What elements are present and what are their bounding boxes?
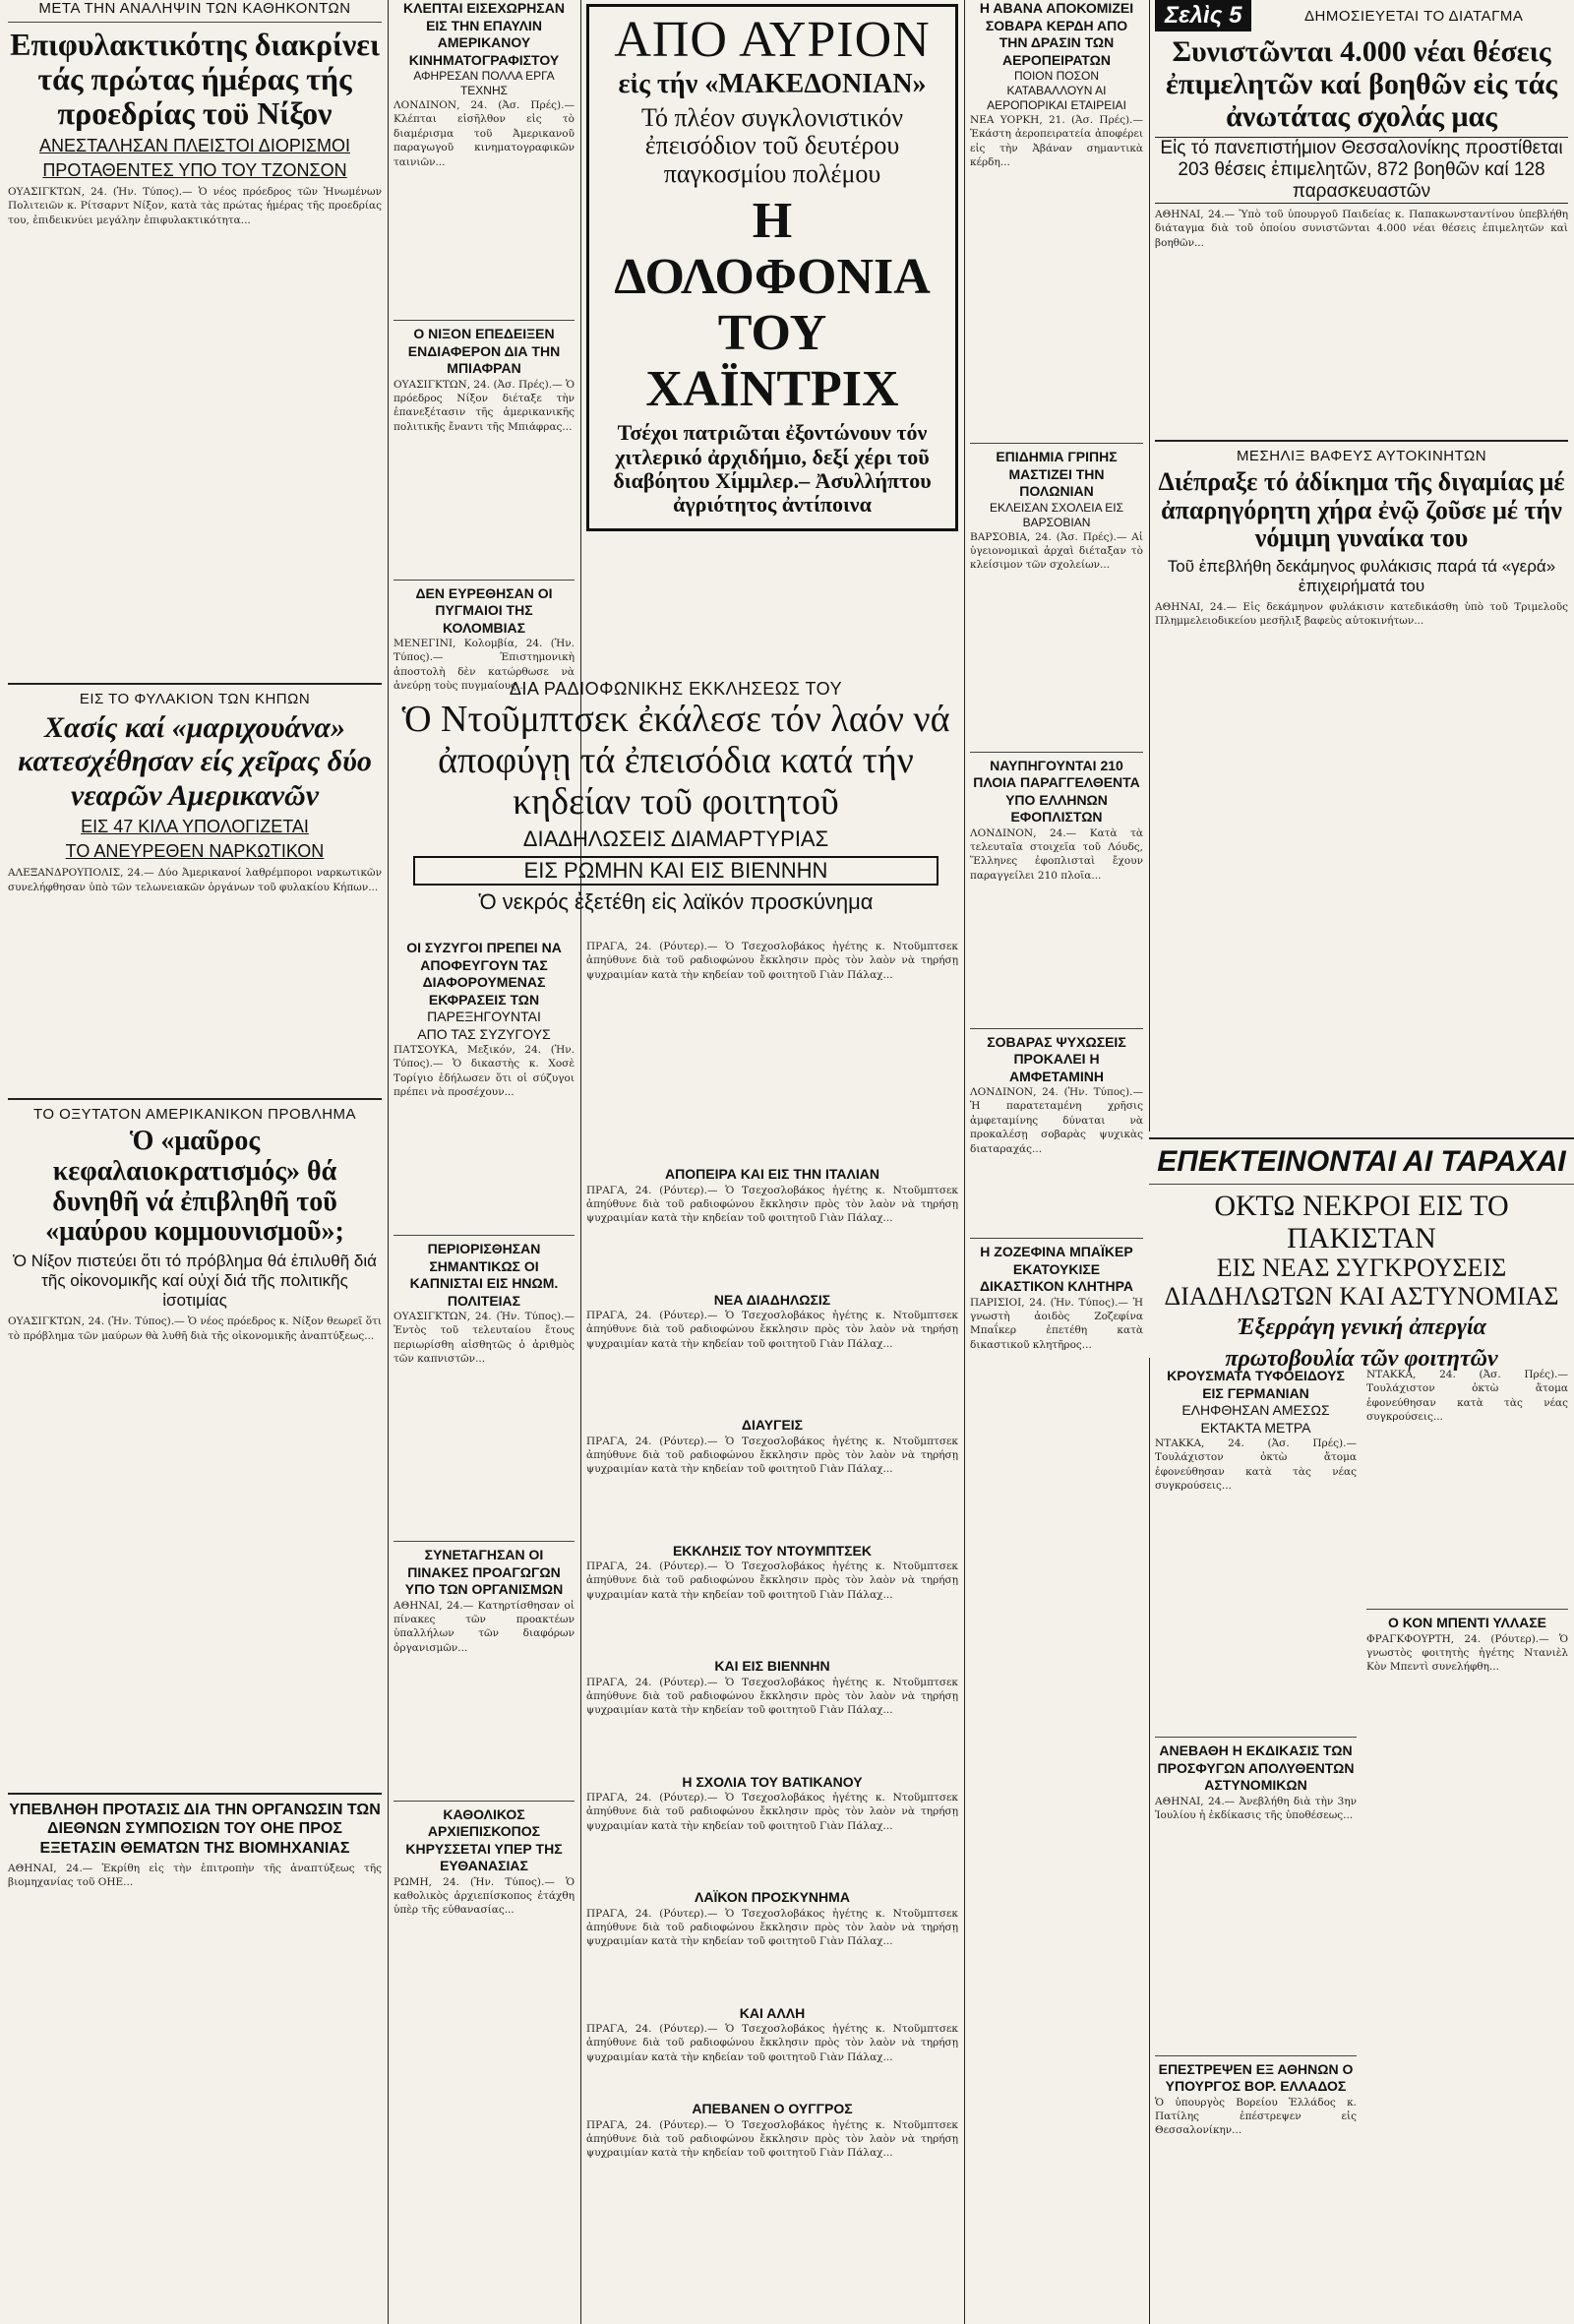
kicker: ΜΕΤΑ ΤΗΝ ΑΝΑΛΗΨΙΝ ΤΩΝ ΚΑΘΗΚΟΝΤΩΝ (38, 0, 351, 17)
subhead: ΑΦΗΡΕΣΑΝ ΠΟΛΛΑ ΕΡΓΑ ΤΕΧΝΗΣ (413, 69, 555, 97)
headline-bigamy: Διέπραξε τό ἀδίκημα τῆς διγαμίας μέ ἀπαρηγόρητη χήρα ἐνῷ ζοῦσε μέ τήν νόμιμη γυναίκα του (1158, 467, 1565, 553)
article-body: ΦΡΑΓΚΦΟΥΡΤΗ, 24. (Ρόυτερ).— Ὁ γνωστὸς φοιτητὴς ἡγέτης Ντανιὲλ Κὸν Μπεντὶ συνελήφθη... (1366, 1632, 1568, 1674)
announcement-desc: Τό πλέον συγκλονιστικόν ἐπεισόδιον τοῦ δευτέρου παγκοσμίου πολέμου (640, 102, 904, 188)
column-rule (964, 0, 965, 2324)
article-body: ΠΡΑΓΑ, 24. (Ρόυτερ).— Ὁ Τσεχοσλοβάκος ἡγέτης κ. Ντοῦμπτσεκ ἀπηύθυνε διὰ τοῦ ραδιοφώνου ἔκκλησιν πρὸς τὸν λαὸν νὰ τηρήσῃ ψυχραιμίαν κατὰ τὴν κηδείαν τοῦ φοιτητοῦ Γιὰν Πάλαχ... (586, 1184, 958, 1225)
subhead: ΕΛΗΦΘΗΣΑΝ ΑΜΕΣΩΣ (1181, 1402, 1330, 1418)
section-head: ΚΑΙ ΕΙΣ ΒΙΕΝΝΗΝ (714, 1658, 830, 1674)
section-head: ΑΠΕΒΑΝΕΝ Ο ΟΥΓΓΡΟΣ (692, 2101, 853, 2116)
headline-hashish: Χασίς καί «μαριχουάνα» κατεσχέθησαν είς χεῖρας δύο νεαρῶν Αμερικανῶν (18, 710, 372, 812)
banner-sub-2: πρωτοβουλία τῶν φοιτητῶν (1225, 1345, 1498, 1372)
column-2-lower (394, 940, 575, 2324)
article-body: ΠΡΑΓΑ, 24. (Ρόυτερ).— Ὁ Τσεχοσλοβάκος ἡγέτης κ. Ντοῦμπτσεκ ἀπηύθυνε διὰ τοῦ ραδιοφώνου ἔκκλησιν πρὸς τὸν λαὸν νὰ τηρήσῃ ψυχραιμίαν κατὰ τὴν κηδείαν τοῦ φοιτητοῦ Γιὰν Πάλαχ... (586, 2023, 958, 2063)
headline-university-posts: Συνιστῶνται 4.000 νέαι θέσεις ἐπιμελητῶν καί βοηθῶν εἰς τάς ἀνωτάτας σχολάς μας (1166, 35, 1557, 133)
article-body: ΟΥΑΣΙΓΚΤΩΝ, 24. (Ἡν. Τύπος).— Ὁ νέος πρόεδρος τῶν Ἡνωμένων Πολιτειῶν κ. Ρίτσαρντ Νίξον, κατὰ τὰς πρώτας ἡμέρας τῆς προεδρίας του, ἐπιδεικνύει μεγάλην ἐπιφυλακτικότητα... (8, 185, 382, 226)
banner-kicker: ΕΠΕΚΤΕΙΝΟΝΤΑΙ ΑΙ ΤΑΡΑΧΑΙ (1157, 1145, 1566, 1178)
headline-biafra: Ο ΝΙΞΟΝ ΕΠΕΔΕΙΞΕΝ ΕΝΔΙΑΦΕΡΟΝ ΔΙΑ ΤΗΝ ΜΠΙΑΦΡΑΝ (407, 326, 561, 376)
section-head: ΛΑΪΚΟΝ ΠΡΟΣΚΥΝΗΜΑ (695, 1889, 850, 1905)
serial-announcement (586, 4, 958, 531)
page-header (1155, 0, 1568, 31)
subhead: ΕΙΣ ΡΩΜΗΝ ΚΑΙ ΕΙΣ ΒΙΕΝΝΗΝ (413, 856, 938, 886)
article-body: ΡΩΜΗ, 24. (Ἡν. Τύπος).— Ὁ καθολικὸς ἀρχιεπίσκοπος ἐτάχθη ὑπὲρ τῆς εὐθανασίας... (394, 1875, 575, 1917)
kicker: ΔΗΜΟΣΙΕΥΕΤΑΙ ΤΟ ΔΙΑΤΑΓΜΑ (1304, 7, 1524, 25)
headline-police-trial: ΑΝΕΒΑΘΗ Η ΕΚΔΙΚΑΣΙΣ ΤΩΝ ΠΡΟΣΦΥΓΩΝ ΑΠΟΛΥΘΕΝΤΩΝ ΑΣΤΥΝΟΜΙΚΩΝ (1157, 1743, 1355, 1793)
article-body: ΑΘΗΝΑΙ, 24.— Ὑπὸ τοῦ ὑπουργοῦ Παιδείας κ. Παπακωνσταντίνου ὑπεβλήθη διάταγμα διὰ τοῦ ὁποίου συνιστῶνται 4.000 νέαι θέσεις ἐπιμελητῶν καὶ βοηθῶν... (1155, 209, 1568, 249)
headline-dubcek: Ὁ Ντοῦμπτσεκ ἐκάλεσε τόν λαόν νά ἀποφύγῃ τά ἐπεισόδια κατά τήν κηδείαν τοῦ φοιτητοῦ (401, 699, 950, 823)
headline-havana: Η ΑΒΑΝΑ ΑΠΟΚΟΜΙΖΕΙ ΣΟΒΑΡΑ ΚΕΡΔΗ ΑΠΟ ΤΗΝ ΔΡΑΣΙΝ ΤΩΝ ΑΕΡΟΠΕΙΡΑΤΩΝ (979, 0, 1134, 68)
banner-headline-2: ΕΙΣ ΝΕΑΣ ΣΥΓΚΡΟΥΣΕΙΣ ΔΙΑΔΗΛΩΤΩΝ ΚΑΙ ΑΣΤΥΝΟΜΙΑΣ (1164, 1254, 1559, 1311)
headline-flu: ΕΠΙΔΗΜΙΑ ΓΡΙΠΗΣ ΜΑΣΤΙΖΕΙ ΤΗΝ ΠΟΛΩΝΙΑΝ (996, 449, 1118, 499)
article-body: ΑΘΗΝΑΙ, 24.— Ἐκρίθη εἰς τὴν ἐπιτροπὴν τῆς ἀναπτύξεως τῆς βιομηχανίας τοῦ ΟΗΕ... (8, 1862, 382, 1889)
section-head: ΑΠΟΠΕΙΡΑ ΚΑΙ ΕΙΣ ΤΗΝ ΙΤΑΛΙΑΝ (665, 1166, 879, 1182)
headline-spouses: ΟΙ ΣΥΖΥΓΟΙ ΠΡΕΠΕΙ ΝΑ ΑΠΟΦΕΥΓΟΥΝ ΤΑΣ ΔΙΑΦΟΡΟΥΜΕΝΑΣ ΕΚΦΡΑΣΕΙΣ ΤΩΝ (406, 940, 562, 1008)
article-body: ΠΡΑΓΑ, 24. (Ρόυτερ).— Ὁ Τσεχοσλοβάκος ἡγέτης κ. Ντοῦμπτσεκ ἀπηύθυνε διὰ τοῦ ραδιοφώνου ἔκκλησιν πρὸς τὸν λαὸν νὰ τηρήσῃ ψυχραιμίαν κατὰ τὴν κηδείαν τοῦ φοιτητοῦ Γιὰν Πάλαχ... (586, 2118, 958, 2160)
article-body: ΠΡΑΓΑ, 24. (Ρόυτερ).— Ὁ Τσεχοσλοβάκος ἡγέτης κ. Ντοῦμπτσεκ ἀπηύθυνε διὰ τοῦ ραδιοφώνου ἔκκλησιν πρὸς τὸν λαὸν νὰ τηρήσῃ ψυχραιμίαν κατὰ τὴν κηδείαν τοῦ φοιτητοῦ Γιὰν Πάλαχ... (586, 1560, 958, 1601)
headline-euthanasia: ΚΑΘΟΛΙΚΟΣ ΑΡΧΙΕΠΙΣΚΟΠΟΣ ΚΗΡΥΣΣΕΤΑΙ ΥΠΕΡ ΤΗΣ ΕΥΘΑΝΑΣΙΑΣ (405, 1805, 563, 1873)
article-body: ΝΤΑΚΚΑ, 24. (Ἀσ. Πρές).— Τουλάχιστον ὀκτὼ ἄτομα ἐφονεύθησαν κατὰ τὰς νέας συγκρούσεις... (1366, 1369, 1568, 1424)
headline-thieves: ΚΛΕΠΤΑΙ ΕΙΣΕΧΩΡΗΣΑΝ ΕΙΣ ΤΗΝ ΕΠΑΥΛΙΝ ΑΜΕΡΙΚΑΝΟΥ ΚΙΝΗΜΑΤΟΓΡΑΦΙΣΤΟΥ (403, 0, 565, 68)
kicker: ΕΙΣ ΤΟ ΦΥΛΑΚΙΟΝ ΤΩΝ ΚΗΠΩΝ (79, 690, 311, 707)
section-head: Η ΣΧΟΛΙΑ ΤΟΥ ΒΑΤΙΚΑΝΟΥ (682, 1773, 863, 1790)
headline-typhoid: ΚΡΟΥΣΜΑΤΑ ΤΥΦΟΕΙΔΟΥΣ ΕΙΣ ΓΕΡΜΑΝΙΑΝ (1167, 1368, 1345, 1401)
kicker: ΤΟ ΟΞΥΤΑΤΟΝ ΑΜΕΡΙΚΑΝΙΚΟΝ ΠΡΟΒΛΗΜΑ (32, 1106, 357, 1124)
subhead: ΠΑΡΕΞΗΓΟΥΝΤΑΙ (427, 1009, 541, 1024)
column-rule (580, 0, 581, 2324)
subhead: Ὁ Νίξον πιστεύει ὅτι τό πρόβλημα θά ἐπιλυθῆ διά τῆς οἰκονομικῆς καί οὐχί διά τῆς πολιτικῆς ἰσοτιμίας (12, 1252, 377, 1311)
column-3-lower (586, 940, 958, 2324)
headline-baker: Η ΖΟΖΕΦΙΝΑ ΜΠΑΪΚΕΡ ΕΚΑΤΟΥΚΙΣΕ ΔΙΚΑΣΤΙΚΟΝ ΚΛΗΤΗΡΑ (979, 1244, 1133, 1294)
section-head: ΚΑΙ ΑΛΛΗ (739, 2004, 806, 2021)
section-head: ΝΕΑ ΔΙΑΔΗΛΩΣΙΣ (713, 1291, 831, 1308)
headline-amphetamine: ΣΟΒΑΡΑΣ ΨΥΧΩΣΕΙΣ ΠΡΟΚΑΛΕΙ Η ΑΜΦΕΤΑΜΙΝΗ (987, 1033, 1126, 1084)
announcement-summary: Τσέχοι πατριῶται ἐξοντώνουν τόν χιτλερικό ἀρχιδήμιο, δεξί χέρι τοῦ διαβόητου Χίμμλερ.– Ἀσυλλήπτου ἀγριότητος ἀντίποινα (613, 420, 932, 517)
kicker: ΔΙΑ ΡΑΔΙΟΦΩΝΙΚΗΣ ΕΚΚΛΗΣΕΩΣ ΤΟΥ (509, 679, 843, 699)
article-body: ΜΕΝΕΓΙΝΙ, Κολομβία, 24. (Ἡν. Τύπος).— Ἐπιστημονικὴ ἀποστολὴ δὲν κατώρθωσε νὰ ἀνεύρῃ τοὺς πυγμαίους... (394, 638, 575, 693)
pakistan-banner (1149, 1131, 1574, 1372)
promo-column (586, 0, 958, 669)
article-body: ΝΤΑΚΚΑ, 24. (Ἀσ. Πρές).— Τουλάχιστον ὀκτὼ ἄτομα ἐφονεύθησαν κατὰ τὰς νέας συγκρούσεις... (1155, 1437, 1357, 1493)
headline-un-symposia: ΥΠΕΒΛΗΘΗ ΠΡΟΤΑΣΙΣ ΔΙΑ ΤΗΝ ΟΡΓΑΝΩΣΙΝ ΤΩΝ ΔΙΕΘΝΩΝ ΣΥΜΠΟΣΙΩΝ ΤΟΥ ΟΗΕ ΠΡΟΣ ΕΞΕΤΑΣΙΝ ΘΕΜΑΤΩΝ ΤΗΣ ΒΙΟΜΗΧΑΝΙΑΣ (9, 1802, 381, 1857)
article-body: ΠΡΑΓΑ, 24. (Ρόυτερ).— Ὁ Τσεχοσλοβάκος ἡγέτης κ. Ντοῦμπτσεκ ἀπηύθυνε διὰ τοῦ ραδιοφώνου ἔκκλησιν πρὸς τὸν λαὸν νὰ τηρήσῃ ψυχραιμίαν κατὰ τὴν κηδείαν τοῦ φοιτητοῦ Γιὰν Πάλαχ... (586, 941, 958, 981)
article-body: ΑΛΕΞΑΝΔΡΟΥΠΟΛΙΣ, 24.— Δύο Ἀμερικανοί λαθρέμποροι ναρκωτικῶν συνελήφθησαν ὑπὸ τῶν τελωνειακῶν ὀργάνων τοῦ φυλακίου Κήπων... (8, 867, 382, 893)
article-body: ΟΥΑΣΙΓΚΤΩΝ, 24. (Ἡν. Τύπος).— Ὁ νέος πρόεδρος κ. Νίξον θεωρεῖ ὅτι τὸ πρόβλημα τῶν μαύρων θὰ λυθῆ διὰ τῆς οἰκονομικῆς ἀναπτύξεως... (8, 1315, 382, 1342)
subhead: ΤΟ ΑΝΕΥΡΕΘΕΝ ΝΑΡΚΩΤΙΚΟΝ (65, 841, 325, 862)
column-rule (388, 0, 389, 2324)
article-body: ΠΑΤΣΟΥΚΑ, Μεξικόν, 24. (Ἡν. Τύπος).— Ὁ δικαστὴς κ. Χοσὲ Τορίγιο ἐδήλωσεν ὅτι οἱ σύζυγοι πρέπει νὰ προσέχουν... (394, 1044, 575, 1099)
article-body: ΝΕΑ ΥΟΡΚΗ, 21. (Ἀσ. Πρές).— Ἐκάστη ἀεροπειρατεία ἀποφέρει εἰς τὴν Ἀβάναν σημαντικὰ κέρδη... (970, 114, 1143, 169)
article-body: ΑΘΗΝΑΙ, 24.— Εἰς δεκάμηνον φυλάκισιν κατεδικάσθη ὑπὸ τοῦ Τριμελοῦς Πλημμελειοδικείου μεσῆλιξ βαφεὺς αὐτοκινήτων... (1155, 600, 1568, 628)
headline-ships: ΝΑΥΠΗΓΟΥΝΤΑΙ 210 ΠΛΟΙΑ ΠΑΡΑΓΓΕΛΘΕΝΤΑ ΥΠΟ ΕΛΛΗΝΩΝ ΕΦΟΠΛΙΣΤΩΝ (973, 757, 1140, 825)
column-1 (8, 0, 382, 2324)
headline-smokers: ΠΕΡΙΟΡΙΣΘΗΣΑΝ ΣΗΜΑΝΤΙΚΩΣ ΟΙ ΚΑΠΝΙΣΤΑΙ ΕΙΣ ΗΝΩΜ. ΠΟΛΙΤΕΙΑΣ (409, 1241, 559, 1309)
subhead: ΔΙΑΔΗΛΩΣΕΙΣ ΔΙΑΜΑΡΤΥΡΙΑΣ (522, 826, 829, 852)
announcement-title: ΑΠΟ ΑΥΡΙΟΝ (614, 12, 931, 68)
article-body: ΛΟΝΔΙΝΟΝ, 24. (Ἀσ. Πρές).— Κλέπται εἰσῆλθον εἰς τὸ διαμέρισμα τοῦ Ἀμερικανοῦ παραγωγοῦ κινηματογραφικῶν ταινιῶν... (394, 99, 575, 168)
headline-black-capitalism: Ὁ «μαῦρος κεφαλαιοκρατισμός» θά δυνηθῆ νά ἐπιβληθῆ τοῦ «μαύρου κομμουνισμοῦ»; (45, 1126, 344, 1248)
column-5-lower (1155, 1368, 1568, 2324)
page-number-seal: Σελὶς 5 (1155, 0, 1251, 31)
article-body: ΠΡΑΓΑ, 24. (Ρόυτερ).— Ὁ Τσεχοσλοβάκος ἡγέτης κ. Ντοῦμπτσεκ ἀπηύθυνε διὰ τοῦ ραδιοφώνου ἔκκλησιν πρὸς τὸν λαὸν νὰ τηρήσῃ ψυχραιμίαν κατὰ τὴν κηδείαν τοῦ φοιτητοῦ Γιὰν Πάλαχ... (586, 1676, 958, 1717)
headline-promotions: ΣΥΝΕΤΑΓΗΣΑΝ ΟΙ ΠΙΝΑΚΕΣ ΠΡΟΑΓΩΓΩΝ ΥΠΟ ΤΩΝ ΟΡΓΑΝΙΣΜΩΝ (404, 1547, 564, 1597)
article-body: Ὁ ὑπουργὸς Βορείου Ἑλλάδος κ. Πατίλης ἐπέστρεψεν εἰς Θεσσαλονίκην... (1155, 2096, 1357, 2137)
subhead: Εἰς τό πανεπιστήμιον Θεσσαλονίκης προστίθεται 203 θέσεις ἐπιμελητῶν, 872 βοηθῶν καί 128 παρασκευαστῶν (1155, 137, 1568, 204)
subhead: ΕΚΤΑΚΤΑ ΜΕΤΡΑ (1200, 1419, 1311, 1436)
article-body: ΑΘΗΝΑΙ, 24.— Κατηρτίσθησαν οἱ πίνακες τῶν προακτέων ὑπαλλήλων τῶν διαφόρων ὀργανισμῶν... (394, 1599, 575, 1654)
article-body: ΛΟΝΔΙΝΟΝ, 24. (Ἡν. Τύπος).— Ἡ παρατεταμένη χρῆσις ἀμφεταμίνης δύναται νὰ προκαλέσῃ σοβαρὰς ψυχικὰς διαταραχάς... (970, 1086, 1143, 1155)
subhead: ΠΟΙΟΝ ΠΟΣΟΝ ΚΑΤΑΒΑΛΛΟΥΝ ΑΙ ΑΕΡΟΠΟΡΙΚΑΙ ΕΤΑΙΡΕΙΑΙ (987, 69, 1126, 112)
article-body: ΟΥΑΣΙΓΚΤΩΝ, 24. (Ἀσ. Πρές).— Ὁ πρόεδρος Νίξον διέταξε τὴν ἐπανεξέτασιν τῆς ἀμερικανικῆς πολιτικῆς ἔναντι τῆς Μπιάφρας... (394, 378, 575, 433)
headline-pygmies: ΔΕΝ ΕΥΡΕΘΗΣΑΝ ΟΙ ΠΥΓΜΑΙΟΙ ΤΗΣ ΚΟΛΟΜΒΙΑΣ (415, 584, 553, 636)
banner-headline: ΟΚΤΩ ΝΕΚΡΟΙ ΕΙΣ ΤΟ ΠΑΚΙΣΤΑΝ (1214, 1190, 1509, 1254)
article-body: ΑΘΗΝΑΙ, 24.— Ἀνεβλήθη διὰ τὴν 3ην Ἰουλίου ἡ ἐκδίκασις τῆς ὑποθέσεως... (1155, 1795, 1357, 1821)
subhead: Ὁ νεκρός ἐξετέθη εἰς λαϊκόν προσκύνημα (478, 889, 874, 915)
article-body: ΠΡΑΓΑ, 24. (Ρόυτερ).— Ὁ Τσεχοσλοβάκος ἡγέτης κ. Ντοῦμπτσεκ ἀπηύθυνε διὰ τοῦ ραδιοφώνου ἔκκλησιν πρὸς τὸν λαὸν νὰ τηρήσῃ ψυχραιμίαν κατὰ τὴν κηδείαν τοῦ φοιτητοῦ Γιὰν Πάλαχ... (586, 1435, 958, 1476)
article-body: ΛΟΝΔΙΝΟΝ, 24.— Κατὰ τὰ τελευταῖα στοιχεῖα τοῦ Λόυδς, Ἕλληνες ἐφοπλισταὶ ἔχουν παραγγείλει 210 πλοῖα... (970, 826, 1143, 882)
headline-cohn-bendit: Ο ΚΟΝ ΜΠΕΝΤΙ ΥΛΛΑΣΕ (1387, 1615, 1547, 1630)
subhead: ΑΠΟ ΤΑΣ ΣΥΖΥΓΟΥΣ (417, 1025, 551, 1042)
section-head: ΔΙΑΥΓΕΙΣ (741, 1417, 804, 1433)
article-body: ΒΑΡΣΟΒΙΑ, 24. (Ἀσ. Πρές).— Αἱ ὑγειονομικαὶ ἀρχαὶ διέταξαν τὸ κλείσιμον τῶν σχολείων... (970, 530, 1143, 572)
subhead: ΠΡΟΤΑΘΕΝΤΕΣ ΥΠΟ ΤΟΥ ΤΖΟΝΣΟΝ (42, 159, 347, 180)
column-4 (970, 0, 1143, 2324)
announcement-newspaper: εἰς τήν «ΜΑΚΕΔΟΝΙΑΝ» (618, 69, 927, 99)
subhead: ΕΙΣ 47 ΚΙΛΑ ΥΠΟΛΟΓΙΖΕΤΑΙ (81, 817, 309, 837)
subhead: ΕΚΛΕΙΣΑΝ ΣΧΟΛΕΙΑ ΕΙΣ ΒΑΡΣΟΒΙΑΝ (989, 500, 1124, 529)
article-body: ΠΡΑΓΑ, 24. (Ρόυτερ).— Ὁ Τσεχοσλοβάκος ἡγέτης κ. Ντοῦμπτσεκ ἀπηύθυνε διὰ τοῦ ραδιοφώνου ἔκκλησιν πρὸς τὸν λαὸν νὰ τηρήσῃ ψυχραιμίαν κατὰ τὴν κηδείαν τοῦ φοιτητοῦ Γιὰν Πάλαχ... (586, 1907, 958, 1948)
article-body: ΟΥΑΣΙΓΚΤΩΝ, 24. (Ἡν. Τύπος).— Ἐντὸς τοῦ τελευταίου ἔτους περιωρίσθη αἰσθητῶς ὁ ἀριθμὸς τῶν καπνιστῶν... (394, 1311, 575, 1366)
headline-minister-return: ΕΠΕΣΤΡΕΨΕΝ ΕΞ ΑΘΗΝΩΝ Ο ΥΠΟΥΡΓΟΣ ΒΟΡ. ΕΛΛΑΔΟΣ (1158, 2060, 1354, 2094)
subhead: Τοῦ ἐπεβλήθη δεκάμηνος φυλάκισις παρά τά «γερά» ἐπιχειρήματά του (1167, 556, 1556, 595)
article-body: ΠΡΑΓΑ, 24. (Ρόυτερ).— Ὁ Τσεχοσλοβάκος ἡγέτης κ. Ντοῦμπτσεκ ἀπηύθυνε διὰ τοῦ ραδιοφώνου ἔκκλησιν πρὸς τὸν λαὸν νὰ τηρήσῃ ψυχραιμίαν κατὰ τὴν κηδείαν τοῦ φοιτητοῦ Γιὰν Πάλαχ... (586, 1792, 958, 1832)
main-story-head (394, 679, 958, 935)
banner-sub: Ἐξερράγη γενική ἀπεργία (1237, 1315, 1486, 1341)
kicker: ΜΕΣΗΛΙΞ ΒΑΦΕΥΣ ΑΥΤΟΚΙΝΗΤΩΝ (1236, 448, 1487, 464)
article-body: ΠΡΑΓΑ, 24. (Ρόυτερ).— Ὁ Τσεχοσλοβάκος ἡγέτης κ. Ντοῦμπτσεκ ἀπηύθυνε διὰ τοῦ ραδιοφώνου ἔκκλησιν πρὸς τὸν λαὸν νὰ τηρήσῃ ψυχραιμίαν κατὰ τὴν κηδείαν τοῦ φοιτητοῦ Γιὰν Πάλαχ... (586, 1310, 958, 1350)
announcement-serial-title: Η ΔΟΛΟΦΟΝΙΑ ΤΟΥ ΧΑΪΝΤΡΙΧ (614, 192, 931, 418)
section-head: ΕΚΚΛΗΣΙΣ ΤΟΥ ΝΤΟΥΜΠΤΣΕΚ (672, 1542, 873, 1559)
subhead: ΑΝΕΣΤΑΛΗΣΑΝ ΠΛΕΙΣΤΟΙ ΔΙΟΡΙΣΜΟΙ (39, 135, 350, 155)
headline-nixon: Επιφυλακτικότης διακρίνει τάς πρώτας ήμέρας τής προεδρίας τοϋ Νίξον (10, 27, 380, 132)
article-body: ΠΑΡΙΣΙΟΙ, 24. (Ἡν. Τύπος).— Ἡ γνωστὴ ἀοιδὸς Ζοζεφίνα Μπαΐκερ ἐπετέθη κατὰ δικαστικοῦ κλητῆρος... (970, 1296, 1143, 1351)
